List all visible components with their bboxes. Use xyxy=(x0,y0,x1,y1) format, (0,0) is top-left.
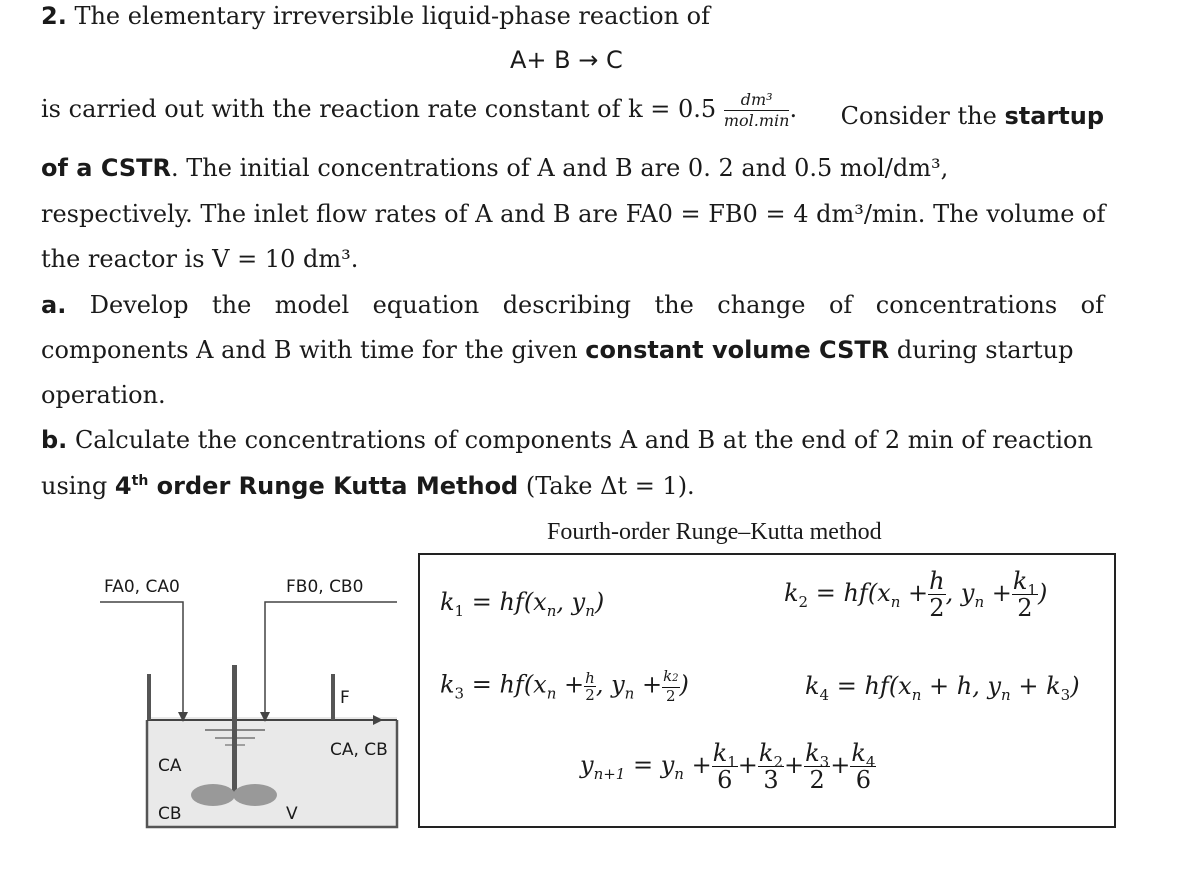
problem-line6: the reactor is V = 10 dm³. xyxy=(41,245,359,273)
part-b-line2: using 4th order Runge Kutta Method (Take Δt = 1). xyxy=(41,472,695,500)
reaction-equation: A+ B → C xyxy=(510,46,623,74)
volume-label: V xyxy=(286,804,298,824)
inlet-a-label: FA0, CA0 xyxy=(104,577,180,597)
inlet-b-label: FB0, CB0 xyxy=(286,577,364,597)
problem-line3: is carried out with the reaction rate constant of k = 0.5 $\frac{\text{dm³}}{\text{mol.min}}$ . Consider the startup xyxy=(41,90,1104,130)
cstr-diagram xyxy=(95,570,415,840)
rk-update: $y_{n+1} = y_n$ + $\frac{k_1}{6}$ + $\frac{k_2}{3}$ + $\frac{k_3}{2}$ + $\frac{k_4}{6}$ xyxy=(580,739,876,794)
inlet-a-pipe xyxy=(100,602,183,720)
problem-intro-text: The elementary irreversible liquid-phase reaction of xyxy=(74,2,711,30)
tank-ca-label: CA xyxy=(158,756,182,776)
outlet-flow-label: F xyxy=(340,688,350,708)
rk-k3: $k_3 = hf(x_n$ + $\frac{h}{2}$ , $y_n$ + $\frac{k2}{2}$ ) xyxy=(440,667,689,705)
part-a-line3: operation. xyxy=(41,381,166,409)
stirrer-shaft xyxy=(232,665,237,795)
problem-line4: of a CSTR. The initial concentrations of A and B are 0. 2 and 0.5 mol/dm³, xyxy=(41,154,949,182)
rk-k4: $k_4 = hf(x_n + h$, $y_n + k_3$) xyxy=(805,672,1080,704)
tank-liquid xyxy=(147,717,397,827)
rk-title: Fourth-order Runge–Kutta method xyxy=(547,519,882,545)
impeller-blade-right xyxy=(233,784,277,806)
rate-unit: $\frac{\text{dm³}}{\text{mol.min}}$ xyxy=(723,90,790,130)
outlet-conc-label: CA, CB xyxy=(330,740,388,760)
startup-text: Consider the startup xyxy=(840,102,1104,130)
part-a-line2: components A and B with time for the given constant volume CSTR during startup xyxy=(41,336,1074,364)
rate-constant-text: is carried out with the reaction rate constant of k = 0.5 xyxy=(41,95,717,123)
problem-intro xyxy=(41,2,710,30)
problem-line5: respectively. The inlet flow rates of A and B are FA0 = FB0 = 4 dm³/min. The volume of xyxy=(41,200,1106,228)
rk-k1: $k_1 = hf(x_n$, $y_n$) xyxy=(440,588,605,620)
impeller-blade-left xyxy=(191,784,235,806)
tank-cb-label: CB xyxy=(158,804,182,824)
problem-number: 2. xyxy=(41,2,67,30)
part-a-line1: a. Develop the model equation describing the change of concentrations of xyxy=(41,291,1104,319)
rk-k2: $k_2 = hf(x_n$ + $\frac{h}{2}$ , $y_n$ + $\frac{k_1}{2}$ ) xyxy=(784,567,1048,622)
part-b-line1: b. Calculate the concentrations of components A and B at the end of 2 min of reaction xyxy=(41,426,1093,454)
